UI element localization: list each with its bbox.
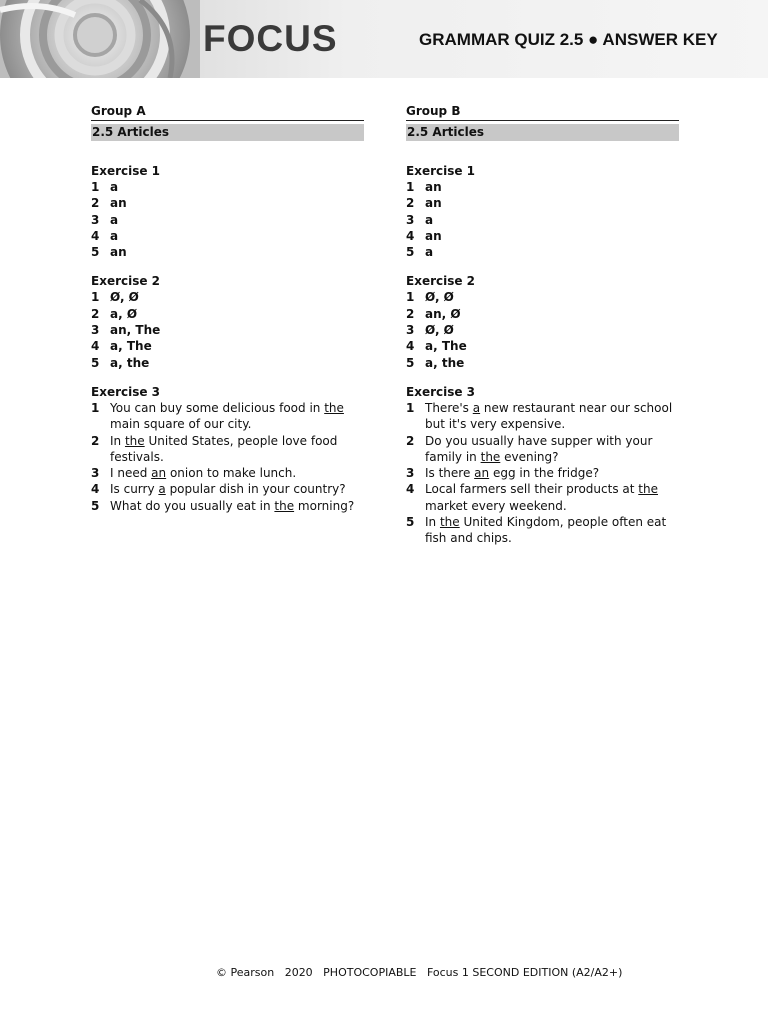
sentence-fragment: market every weekend. — [425, 498, 567, 513]
exercise-title: Exercise 2 — [406, 274, 476, 289]
answer-item — [91, 244, 364, 260]
sentence-fragment: a, Ø — [110, 306, 138, 321]
group-b-column — [406, 103, 679, 547]
group-b-section-bar: 2.5 Articles — [406, 124, 679, 141]
answer-item — [406, 433, 679, 466]
item-number: 5 — [406, 355, 415, 370]
sentence-fragment: What do you usually eat in — [110, 498, 275, 513]
answer-item — [91, 306, 364, 322]
answer-item — [406, 289, 679, 305]
sentence-fragment: new restaurant near our school but it's very expensive. — [425, 400, 673, 432]
group-b-exercises — [406, 163, 679, 547]
item-number: 1 — [91, 290, 100, 305]
answer-list — [406, 400, 679, 547]
answer-list — [406, 289, 679, 370]
answer-article: a — [158, 482, 166, 497]
item-text — [110, 212, 364, 228]
answer-item — [91, 212, 364, 228]
answer-article: the — [324, 400, 344, 415]
answer-item — [406, 306, 679, 322]
item-number: 2 — [406, 433, 415, 448]
item-number: 3 — [91, 212, 100, 227]
item-text — [110, 481, 364, 497]
sentence-fragment: United Kingdom, people often eat fish and chips. — [425, 515, 667, 546]
answer-article: an — [474, 466, 490, 481]
item-number: 4 — [91, 482, 100, 497]
exercise-title: Exercise 2 — [91, 274, 161, 289]
item-text — [110, 433, 364, 466]
sentence-fragment: an — [110, 245, 127, 260]
item-number: 2 — [91, 433, 100, 448]
group-a-title: Group A — [91, 103, 364, 121]
answer-list — [91, 179, 364, 260]
sentence-fragment: Do you usually have supper with your family in — [425, 433, 653, 464]
item-number: 1 — [91, 400, 100, 415]
answer-item — [406, 322, 679, 338]
answer-list — [406, 179, 679, 260]
answer-item — [91, 195, 364, 211]
item-number: 4 — [406, 482, 415, 497]
answer-item — [406, 400, 679, 433]
item-text — [425, 465, 679, 481]
item-text — [425, 400, 679, 433]
item-text — [110, 498, 364, 514]
item-text — [110, 322, 364, 338]
item-text — [425, 433, 679, 466]
item-number: 2 — [91, 306, 100, 321]
answer-item — [91, 338, 364, 354]
item-number: 2 — [406, 196, 415, 211]
item-number: 4 — [406, 228, 415, 243]
item-number: 3 — [406, 466, 415, 481]
sentence-fragment: a, the — [425, 355, 465, 370]
item-number: 5 — [91, 498, 100, 513]
sentence-fragment: an — [110, 196, 127, 211]
item-number: 4 — [91, 228, 100, 243]
sentence-fragment: a, The — [425, 339, 467, 354]
item-number: 2 — [91, 196, 100, 211]
answer-item — [91, 498, 364, 514]
item-text — [425, 289, 679, 305]
answer-item — [91, 465, 364, 481]
answer-item — [91, 289, 364, 305]
answer-item — [406, 228, 679, 244]
exercise-title: Exercise 1 — [91, 164, 161, 178]
sentence-fragment: an, The — [110, 323, 161, 338]
item-number: 3 — [91, 466, 100, 481]
item-text — [425, 355, 679, 371]
answer-item — [406, 481, 679, 514]
item-text — [425, 195, 679, 211]
sentence-fragment: evening? — [500, 449, 559, 464]
sentence-fragment: a, The — [110, 339, 152, 354]
sentence-fragment: morning? — [294, 498, 355, 513]
item-text — [110, 338, 364, 354]
sentence-fragment: There's — [425, 400, 473, 415]
item-number: 1 — [406, 290, 415, 305]
answer-item — [406, 195, 679, 211]
sentence-fragment: a — [110, 228, 119, 243]
focus-logo-graphic — [0, 0, 200, 78]
group-a-column — [91, 103, 364, 514]
item-text — [110, 228, 364, 244]
answer-article: the — [124, 433, 145, 448]
answer-item — [91, 228, 364, 244]
item-text — [110, 179, 364, 195]
item-number: 5 — [406, 515, 415, 530]
answer-list — [91, 289, 364, 370]
answer-list — [91, 400, 364, 514]
answer-item — [406, 465, 679, 481]
answer-article: the — [274, 498, 295, 513]
item-number: 1 — [91, 180, 100, 194]
item-text — [110, 195, 364, 211]
item-number: 4 — [91, 339, 100, 354]
item-number: 5 — [91, 245, 100, 260]
sentence-fragment: an — [425, 180, 442, 194]
item-text — [110, 355, 364, 371]
item-number: 5 — [406, 245, 415, 260]
item-text — [425, 306, 679, 322]
sentence-fragment: In — [425, 515, 440, 530]
answer-item — [91, 481, 364, 497]
copyright-footer: © Pearson 2020 PHOTOCOPIABLE Focus 1 SECOND EDITION (A2/A2+) — [216, 966, 623, 979]
sentence-fragment: Ø, Ø — [110, 290, 139, 305]
item-text — [425, 322, 679, 338]
sentence-fragment: Local farmers sell their products at — [425, 482, 639, 497]
sentence-fragment: an — [425, 228, 442, 243]
sentence-fragment: egg in the fridge? — [489, 466, 600, 481]
sentence-fragment: an, Ø — [425, 306, 461, 321]
item-number: 1 — [406, 180, 415, 194]
item-text — [110, 400, 364, 433]
sentence-fragment: I need — [110, 466, 152, 481]
answer-article: the — [480, 449, 501, 464]
item-text — [425, 179, 679, 195]
item-number: 4 — [406, 339, 415, 354]
item-number: 5 — [91, 355, 100, 370]
item-number: 1 — [406, 400, 415, 415]
group-a-exercises — [91, 163, 364, 514]
sentence-fragment: a — [425, 212, 434, 227]
answer-item — [406, 179, 679, 195]
page-header — [0, 0, 768, 78]
sentence-fragment: Is curry — [110, 482, 159, 497]
answer-article: an — [151, 466, 167, 481]
item-number: 2 — [406, 306, 415, 321]
item-text — [110, 306, 364, 322]
exercise-title: Exercise 1 — [406, 164, 476, 178]
answer-article: the — [638, 482, 658, 497]
sentence-fragment: popular dish in your country? — [165, 482, 346, 497]
answer-item — [406, 244, 679, 260]
answer-item — [406, 212, 679, 228]
answer-item — [406, 355, 679, 371]
answer-item — [91, 355, 364, 371]
exercise-title: Exercise 3 — [406, 384, 476, 399]
group-a-section-bar: 2.5 Articles — [91, 124, 364, 141]
sentence-fragment: a — [425, 245, 434, 260]
item-text — [425, 481, 679, 514]
answer-item — [406, 514, 679, 547]
item-text — [110, 465, 364, 481]
item-text — [425, 338, 679, 354]
brand-logo-text: FOCUS — [203, 18, 338, 59]
sentence-fragment: United States, people love food festivals. — [110, 433, 338, 464]
sentence-fragment: You can buy some delicious food in — [110, 400, 325, 415]
item-number: 3 — [91, 323, 100, 338]
sentence-fragment: an — [425, 196, 442, 211]
item-number: 3 — [406, 323, 415, 338]
item-text — [425, 244, 679, 260]
answer-article: a — [472, 400, 481, 415]
answer-item — [91, 322, 364, 338]
answer-item — [91, 400, 364, 433]
sentence-fragment: Ø, Ø — [425, 290, 454, 305]
exercise-title: Exercise 3 — [91, 384, 161, 399]
sentence-fragment: Ø, Ø — [425, 323, 454, 338]
item-text — [110, 244, 364, 260]
sentence-fragment: Is there — [425, 466, 475, 481]
item-text — [425, 228, 679, 244]
sentence-fragment: In — [110, 433, 125, 448]
answer-item — [406, 338, 679, 354]
page-title: GRAMMAR QUIZ 2.5 ● ANSWER KEY — [419, 30, 718, 49]
answer-item — [91, 179, 364, 195]
group-b-title: Group B — [406, 103, 679, 121]
sentence-fragment: a — [110, 180, 119, 194]
answer-article: the — [439, 515, 460, 530]
item-text — [110, 289, 364, 305]
answer-item — [91, 433, 364, 466]
item-number: 3 — [406, 212, 415, 227]
sentence-fragment: a — [110, 212, 119, 227]
sentence-fragment: onion to make lunch. — [166, 466, 297, 481]
item-text — [425, 212, 679, 228]
item-text — [425, 514, 679, 547]
sentence-fragment: main square of our city. — [110, 417, 252, 432]
sentence-fragment: a, the — [110, 355, 150, 370]
